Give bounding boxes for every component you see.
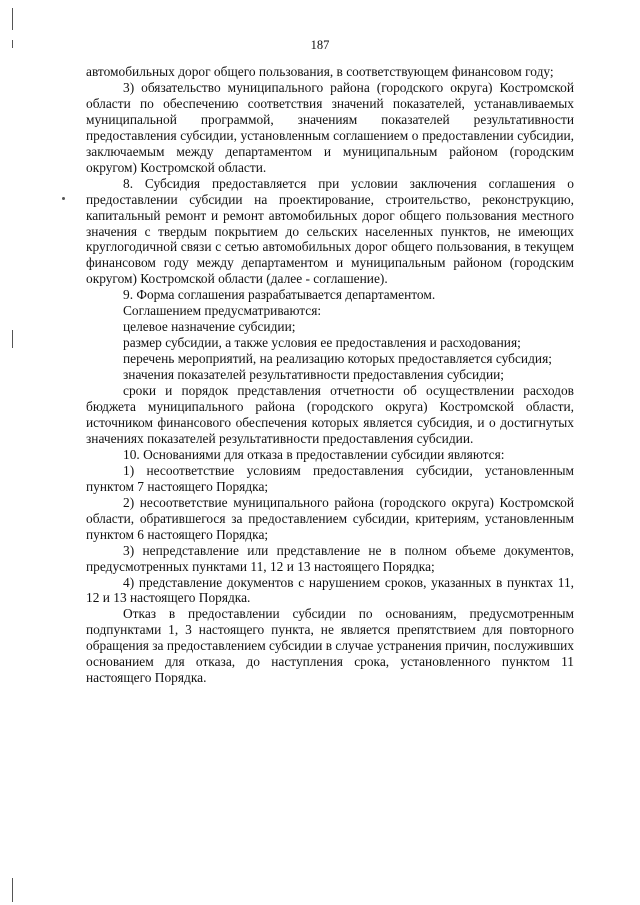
paragraph: размер субсидии, а также условия ее предоставления и расходования;	[123, 335, 521, 351]
paragraph: 4) представление документов с нарушением сроков, указанных в пунктах 11, 12 и 13 настоящего Порядка.	[86, 574, 574, 606]
paragraph: 1) несоответствие условиям предоставления субсидии, установленным пунктом 7 настоящего Порядка;	[86, 462, 574, 494]
paragraph: сроки и порядок представления отчетности об осуществлении расходов бюджета муниципального района (городского округа) Костромской области, источником финансового обеспечения которых является субсидия, и о достигнутых значениях показателей результативности предоставления субсидии.	[86, 383, 574, 446]
paragraph: 3) обязательство муниципального района (городского округа) Костромской области по обеспечению соответствия значений показателей, устанавливаемых муниципальной программой, значениям показателей результативности предоставления субсидии, установленным соглашением о предоставлении субсидии, заключаемым между департаментом и муниципальным районом (городским округом) Костромской области.	[86, 79, 574, 175]
paragraph: перечень мероприятий, на реализацию которых предоставляется субсидия;	[123, 351, 552, 367]
paragraph: значения показателей результативности предоставления субсидии;	[123, 367, 505, 383]
paragraph: 8. Субсидия предоставляется при условии заключения соглашения о предоставлении субсидии на проектирование, строительство, реконструкцию, капитальный ремонт и ремонт автомобильных дорог общего пользования местного значения с твердым покрытием до сельских населенных пунктов, не имеющих круглогодичной связи с сетью автомобильных дорог общего пользования, в текущем финансовом году между департаментом и муниципальным районом (городским округом) Костромской области (далее - соглашение).	[86, 175, 574, 287]
paragraph: автомобильных дорог общего пользования, в соответствующем финансовом году;	[86, 64, 554, 79]
paragraph: целевое назначение субсидии;	[123, 319, 296, 335]
scan-artifact-dot	[62, 197, 65, 200]
paragraph: Соглашением предусматриваются:	[123, 303, 322, 319]
scan-artifact-mark	[12, 878, 13, 902]
paragraph: 3) непредставление или представление не в полном объеме документов, предусмотренных пунктами 11, 12 и 13 настоящего Порядка;	[86, 542, 574, 574]
paragraph: 2) несоответствие муниципального района (городского округа) Костромской области, обратившегося за предоставлением субсидии, критериям, установленным пунктом 6 настоящего Порядка;	[86, 494, 574, 542]
scan-artifact-mark	[12, 8, 13, 30]
document-body	[86, 64, 574, 686]
paragraph: 9. Форма соглашения разрабатывается департаментом.	[123, 287, 436, 303]
page-number: 187	[310, 38, 330, 52]
paragraph: 10. Основаниями для отказа в предоставлении субсидии являются:	[123, 446, 505, 462]
paragraph: Отказ в предоставлении субсидии по основаниям, предусмотренным подпунктами 1, 3 настоящего пункта, не является препятствием для повторного обращения за предоставлением субсидии в случае устранения причин, послуживших основанием для отказа, до наступления срока, установленного пунктом 11 настоящего Порядка.	[86, 606, 575, 686]
scan-artifact-mark	[12, 40, 13, 48]
scan-artifact-mark	[12, 330, 13, 348]
